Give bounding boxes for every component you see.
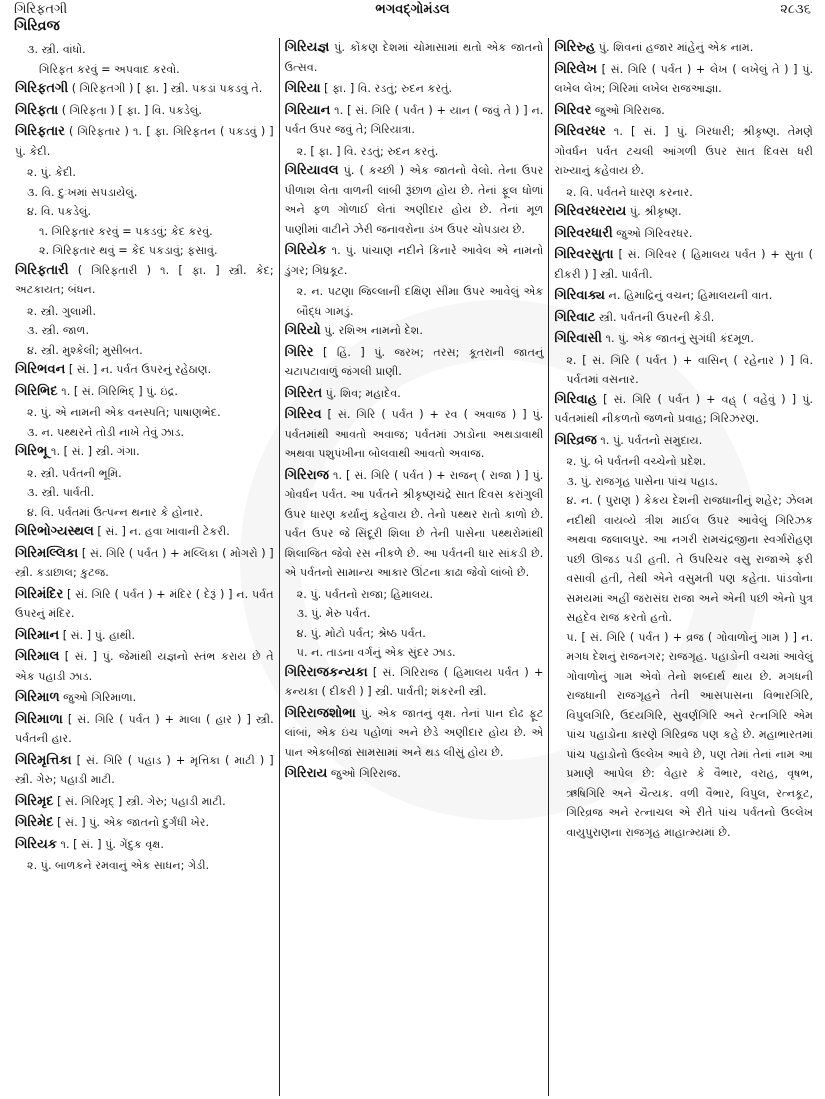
definition: [ સં. ગિરિરાજ ( હિમાલય પર્વત ) + કન્યકા ( દીકરી ) ] સ્ત્રી. પાર્વતી; શંકરની સ્ત્રી. — [284, 665, 544, 698]
definition: પું. શ્રીકૃષ્ણ. — [626, 205, 682, 218]
dictionary-entry — [285, 343, 544, 382]
dictionary-entry — [15, 122, 274, 161]
headword: ગિરિયો — [284, 323, 321, 338]
definition: પું. રશિઅ નામનો દેશ. — [320, 324, 423, 337]
definition: [ સં. ગિરિ ( પર્વત ) + મંદિર ( દેરૂં ) ] ન. પર્વત ઉપરનું મંદિર. — [15, 587, 274, 620]
definition: [ સં. ] પું. હાથી. — [59, 628, 136, 642]
column-right — [548, 38, 818, 1096]
dictionary-entry — [285, 764, 544, 784]
dictionary-entry — [15, 522, 274, 542]
definition: ૧. પું. પર્વતનો સમુદાય. — [596, 433, 703, 447]
headword: ગિરિમાન — [15, 627, 60, 643]
definition: જુઓ ગિરિવરધર. — [612, 226, 693, 240]
headword: ગિરિફતાર — [15, 124, 65, 139]
definition: [ સં. ગિરિમૃદ્ ] સ્ત્રી. ગેરુ; પહાડી માટી. — [53, 794, 226, 808]
sense: ૨. [ સં. ગિરિ ( પર્વત ) + વાસિન્ ( રહેનાર ) ] વિ. પર્વતમાં વસનાર. — [566, 353, 814, 386]
definition: પું. ( કચ્છી ) એક જાતનો વેલો. તેના ઉપર પીળાશ લેતા વાળની લાંબી રૂંછાળ હોય છે. તેનાં ફૂલ ધોળાં અને ફળ ગોળાઈ લેતાં અણીદાર હોય છે. તેનાં મૂળ પાણીમાં વાટીને ઝેરી જનાવરોના ડંખ ઉપર ચોપડાય છે. — [284, 164, 544, 236]
headword: ગિરિરાજશોભા — [284, 705, 356, 721]
dictionary-entry — [15, 261, 274, 300]
headword: ગિરિયેક — [284, 243, 327, 258]
dictionary-entry — [554, 224, 813, 244]
definition: [ ફા. ] વિ. રડતું; રુદન કરતું. — [320, 82, 453, 95]
dictionary-entry — [554, 329, 813, 349]
headword: ગિરિવરધરરાય — [554, 204, 627, 219]
sense: ૪. પું. મોટો પર્વત; શ્રેષ્ઠ પર્વત. — [296, 626, 426, 640]
dictionary-entry — [15, 585, 274, 624]
definition: [ હિં. ] પું. જરખ; તરસ; કૂતરાની જાતનું ચટાપટાવાળું જંગલી પ્રાણી. — [284, 345, 544, 378]
sense: ૨. પું. કેદી. — [27, 166, 76, 179]
definition: પું. કોંકણ દેશમાં ચોમાસામાં થતો એક જાતનો ઉત્સવ. — [284, 41, 544, 74]
dictionary-entry — [15, 710, 274, 749]
dictionary-entry — [554, 431, 813, 451]
definition: ( ગિરિફતગી ) [ ફા. ] સ્ત્રી. પકડાં પકડવું તે. — [68, 82, 263, 95]
sense: ૫. [ સં. ગિરિ ( પર્વત ) + વ્રજ ( ગોવાળોનું ગામ ) ] ન. મગધ દેશનું રાજનગર; રાજગૃહ. પહાડોની વચમાં આવેલું ગોવાળોનું ગામ એવો તેનો શબ્દાર્થ થાય છે. મગધની રાજધાની રાજગૃહને તેની આસપાસના વિભારગિરિ, વિપુલગિરિ, ઉદયગિરિ, સુવર્ણગિરિ અને રત્નગિરિ એમ પાંચ પહાડોના કારણે ગિરિવ્રજ પણ કહે છે. મહાભારતમાં પાંચ પહાડોનો ઉલ્લેખ આવે છે, પણ તેમાં તેનાં નામ આ પ્રમાણે આપેલ છે: વેહાર કે વૈભાર, વરાહ, વૃષભ, ઋષિગિરિ અને ચૈત્યક. વળી વૈભાર, વિપુલ, રત્નકૂટ, ગિરિવ્રજ અને રત્નાચલ એ રીતે પાંચ પર્વતનો ઉલ્લેખ વાયુપુરાણના રાજગૃહ માહાત્મ્યમાં છે. — [566, 630, 814, 839]
definition: પું. શિવનાં હજાર માંહેનું એક નામ. — [595, 41, 754, 54]
dictionary-entry — [554, 101, 813, 121]
dictionary-entry — [285, 38, 544, 77]
definition: ૧. પું. પાંચાણ નદીને કિનારે આવેલ એ નામનો ડુંગર; ગિધ્રકૂટ. — [284, 244, 544, 277]
sense: ૩. સ્ત્રી. જાળ. — [27, 324, 90, 337]
dictionary-entry — [285, 384, 544, 404]
sense: ૨. પું. એ નામની એક વનસ્પતિ; પાષાણભેદ. — [27, 406, 221, 419]
definition: [ સં. ] પું. જેમાંથી યજ્ઞનો સ્તંભ કરાય છે તે એક પહાડી ઝાડ. — [15, 650, 274, 683]
column-left — [10, 38, 279, 1096]
dictionary-entry — [15, 626, 274, 646]
definition: જુઓ ગિરિરાજ. — [327, 767, 401, 780]
dictionary-entry — [285, 663, 544, 702]
headword: ગિરિભવન — [15, 362, 66, 377]
dictionary-entry — [285, 161, 544, 239]
headword: ગિરિફતારી — [15, 262, 69, 278]
definition: સ્ત્રી. પર્વતની ઉપરની કેડી. — [595, 310, 715, 324]
sense: ૩. સ્ત્રી. વાંધો. — [27, 43, 86, 56]
dictionary-entry — [15, 382, 274, 402]
definition: ૧. [ સં. ] પું. ગેંદુક વૃક્ષ. — [56, 837, 164, 851]
dictionary-entry — [15, 79, 274, 99]
dictionary-entry — [285, 79, 544, 99]
definition: પું. એક જાતનું વૃક્ષ. તેનાં પાન દોઢ ફૂટ લાંબાં, એક ઇંચ પહોળાં અને છેડે અણીદાર હોય છે. એ પાન એકબીજાં સામસામાં અને થડ લીસું હોય છે. — [284, 706, 544, 759]
sense: ૨. પું. બાળકને રમવાનું એક સાધન; ગેડી. — [27, 859, 210, 872]
definition: જુઓ ગિરિરાજ. — [591, 103, 665, 117]
headword: ગિરિર — [284, 344, 314, 360]
dictionary-entry — [15, 101, 274, 121]
definition: [ સં. ] પું. એક જાતનો દુર્ગંધી ખેર. — [53, 816, 210, 829]
headword: ગિરિમેદ — [15, 815, 54, 830]
headword: ગિરિરવ — [284, 407, 322, 422]
headword: ગિરિયક — [15, 836, 57, 852]
dictionary-entry — [15, 647, 274, 686]
guide-word-last: ગિરિવ્રજ — [14, 18, 60, 34]
idiom-phrase: ૨. ગિરિફતાર થવું = કેદ પકડાવું; ફસાવું. — [39, 244, 218, 257]
dictionary-entry — [15, 688, 274, 708]
sense: ૩. પું. મેરુ પર્વત. — [296, 607, 371, 620]
sense: ૩. વિ. દુઃખમાં સપડાયેલું. — [27, 185, 138, 199]
definition: [ સં. ] ન. હવા ખાવાની ટેકરી. — [93, 525, 230, 538]
headword: ગિરિભિદ — [15, 383, 58, 399]
headword: ગિરિરુહ — [554, 40, 596, 55]
definition: [ સં. ગિરિવર ( હિમાલય પર્વત ) + સુતા ( દીકરી ) ] સ્ત્રી. પાર્વતી. — [554, 248, 814, 281]
definition: ૧. [ સં. ગિરિભિદ્ ] પું. ઇંદ્ર. — [57, 384, 178, 398]
headword: ગિરિવાક્ય — [554, 288, 605, 303]
dictionary-entry — [285, 704, 544, 763]
sense: ૪. ન. ( પુરાણ ) કેકય દેશની રાજધાનીનું શહેર; ઝેલમ નદીથી વાયવ્યે ત્રીશ માઈલ ઉપર આવેલું ગિરિઝક અથવા જલાલપુર. આ નગરી રામચંદ્રજીના સ્વર્ગારોહણ પછી ઊજડ પડી હતી. તે ઉપરિચર વસુ રાજાએ ફરી વસાવી હતી, તેથી એને વસુમતી પણ કહેતા. પાંડવોના સમયમાં અહીં જરાસંઘ રાજા અને એની પછી એનો પુત્ર સહદેવ રાજ કરતો હતો. — [566, 494, 814, 624]
sense: ૨. સ્ત્રી. પર્વતની ભૂમિ. — [27, 466, 122, 480]
headword: ગિરિયજ્ઞ — [284, 40, 330, 55]
definition: [ સં. ] ન. પર્વત ઉપરનું રહેઠાણ. — [65, 363, 212, 376]
dictionary-entry — [285, 101, 544, 140]
definition: ( ગિરિફતારી ) ૧. [ ફા. ] સ્ત્રી. કેદ; અટકાયત; બંધન. — [15, 263, 274, 296]
headword: ગિરિમૃદ — [15, 793, 54, 809]
dictionary-entry — [554, 245, 813, 284]
dictionary-entry — [554, 60, 813, 99]
headword: ગિરિફતગી — [15, 81, 69, 96]
definition: [ સં. ગિરિ ( પર્વત ) + લેખ ( લખેલું તે ) ] પું. લખેલ લેખ; ગિરિમાં લખેલ રાજઆજ્ઞા. — [554, 62, 814, 95]
headword: ગિરિરાજકન્યકા — [284, 664, 368, 680]
headword: ગિરિયાન — [284, 102, 331, 118]
page-number: ૨૮૩૬ — [780, 2, 811, 17]
definition: ૧. [ સં. ગિરિ ( પર્વત ) + યાન ( જવું તે ) ] ન. પર્વત ઉપર જવું તે; ગિરિયાત્રા. — [284, 103, 544, 136]
headword: ગિરિફતા — [15, 102, 59, 118]
dictionary-entry — [15, 751, 274, 790]
idiom-phrase: ગિરિફત કરવું = અપવાદ કરવો. — [39, 62, 180, 76]
text-columns — [10, 38, 818, 1096]
sense: ૩. ન. પથ્થરને તોડી નાખે તેવું ઝાડ. — [27, 425, 185, 439]
headword: ગિરિવરધર — [554, 124, 606, 139]
sense: ૪. સ્ત્રી. મુશ્કેલી; મુસીબત. — [27, 343, 143, 357]
page-header — [0, 2, 825, 38]
sense: ૪. વિ. પકડેલું. — [27, 205, 91, 218]
dictionary-entry — [15, 792, 274, 812]
dictionary-entry — [15, 442, 274, 462]
idiom-phrase: ૧. ગિરિફતાર કરવું = પકડવું; કેદ કરવું. — [39, 224, 213, 238]
headword: ગિરિભૂ — [15, 444, 48, 459]
headword: ગિરિરાય — [284, 766, 328, 781]
definition: ૧. [ સં. ગિરિ ( પર્વત ) + રાજન્ ( રાજા ) ] પું. ગોવર્ધન પર્વત. આ પર્વતને શ્રીકૃષ્ણચંદ્રે સાત દિવસ કરાંગુલી ઉપર ધારણ કર્યાનું કહેવાય છે. તેનો પથ્થર રાતો કાળો છે. પર્વત ઉપર જે સિંદૂરી શિલા છે તેની પાસેના પથ્થરોમાંથી શિલાજિત જેવો રસ નીકળે છે. આ પર્વતની ધાર સાંકડી છે. એ પર્વતનો સામાન્ય આકાર ઊંટના કાઢા જેવો લાંબો છે. — [284, 468, 544, 579]
headword: ગિરિલેખ — [554, 61, 597, 77]
definition: ( ગિરિફતાર ) ૧. [ ફા. ગિરિફતન ( પકડવું ) ] પું. કેદી. — [15, 125, 274, 158]
definition: [ સં. ગિરિ ( પર્વત ) + વહ્ ( વહેવું ) ] પું. પર્વતમાંથી નીકળતો જળનો પ્રવાહ; ગિરિઝરણ. — [554, 392, 814, 425]
headword: ગિરિમાલ — [15, 649, 60, 664]
headword: ગિરિવાસી — [554, 331, 602, 346]
definition: [ સં. ગિરિ ( પર્વત ) + રવ ( અવાજ ) ] પું. પર્વતમાંથી આવતો અવાજ; પર્વતમાં ઝાડોના અથડાવાથી અથવા પશુપંખીના બોલવાથી આવતો અવાજ. — [284, 408, 544, 460]
definition: [ સં. ગિરિ ( પર્વત ) + મલ્લિકા ( મોગરો ) ] સ્ત્રી. કડાછાલ; કુટજ. — [15, 546, 274, 579]
sense: ૩. પું. રાજગૃહ પાસેના પાંચ પહાડ. — [566, 474, 718, 488]
definition: ( ગિરિફતા ) [ ફા. ] વિ. પકડેલું. — [58, 103, 202, 117]
sense: ૨. વિ. પર્વતને ધારણ કરનાર. — [566, 185, 693, 199]
sense: ૨. પું. પર્વતનો રાજા; હિમાલય. — [296, 587, 434, 601]
guide-word-first: ગિરિફતગી — [14, 2, 68, 17]
headword: ગિરિભોગ્યસ્થલ — [15, 524, 94, 539]
definition: ન. હિમાદ્રિનું વચન; હિમાલયની વાત. — [605, 289, 773, 302]
headword: ગિરિવર — [554, 102, 592, 118]
headword: ગિરિયાવલ — [284, 163, 339, 178]
column-middle — [279, 38, 549, 1096]
headword: ગિરિમાળ — [15, 690, 60, 705]
headword: ગિરિવાટ — [554, 309, 596, 325]
dictionary-entry — [15, 544, 274, 583]
headword: ગિરિવ્રજ — [554, 432, 597, 448]
headword: ગિરિરત — [284, 385, 323, 401]
sense: ૫. ન. તાડના વર્ગનું એક સુંદર ઝાડ. — [296, 646, 456, 659]
dictionary-entry — [285, 405, 544, 464]
sense: ૨. ન. પટણા જિલ્લાની દક્ષિણ સીમા ઉપર આવેલું એક બૌદ્ધ ગામડું. — [296, 285, 544, 318]
definition: [ સં. ગિરિ ( પર્વત ) + માલા ( હાર ) ] સ્ત્રી. પર્વતની હાર. — [15, 712, 274, 745]
headword: ગિરિયા — [284, 81, 321, 96]
dictionary-entry — [554, 38, 813, 58]
dictionary-entry — [554, 202, 813, 222]
dictionary-entry — [15, 360, 274, 380]
definition: પું. શિવ; મહાદેવ. — [322, 386, 401, 400]
definition: [ સં. ગિરિ ( પહાડ ) + મૃત્તિકા ( માટી ) ] સ્ત્રી. ગેરુ; પહાડી માટી. — [15, 753, 274, 786]
sense: ૨. સ્ત્રી. ગુલામી. — [27, 304, 97, 318]
definition: જુઓ ગિરિમાળા. — [59, 691, 137, 704]
dictionary-entry — [554, 390, 813, 429]
headword: ગિરિવરધારી — [554, 225, 613, 241]
sense: ૪. વિ. પર્વતમાં ઉત્પન્ન થનાર કે હોનાર. — [27, 505, 204, 519]
dictionary-entry — [285, 466, 544, 583]
dictionary-title: ભગવદ્ગોમંડલ — [375, 2, 450, 17]
headword: ગિરિમલ્લિકા — [15, 545, 79, 561]
headword: ગિરિરાજ — [284, 467, 329, 483]
definition: ૧. [ સં. ] પું. ગિરધારી; શ્રીકૃષ્ણ. તેમણે ગોવર્ધન પર્વત ટચલી આંગળી ઉપર સાત દિવસ ધરી રાખ્યાનું કહેવાય છે. — [554, 125, 814, 177]
definition: ૧. [ સં. ] સ્ત્રી. ગંગા. — [47, 445, 140, 458]
headword: ગિરિવાહ — [554, 391, 597, 407]
dictionary-entry — [285, 241, 544, 280]
definition: ૧. પું. એક જાતનું સુગંધી કંદમૂળ. — [601, 332, 754, 345]
dictionary-entry — [554, 122, 813, 181]
dictionary-entry — [554, 308, 813, 328]
sense: ૩. સ્ત્રી. પાર્વતી. — [27, 486, 95, 499]
headword: ગિરિવરસુતા — [554, 247, 614, 262]
sense: ૨. [ ફા. ] વિ. રડતું; રુદન કરતું. — [296, 144, 439, 158]
headword: ગિરિમંદિર — [15, 586, 64, 602]
dictionary-entry — [285, 321, 544, 341]
headword: ગિરિમાળા — [15, 711, 63, 727]
headword: ગિરિમૃત્તિકા — [15, 752, 72, 768]
dictionary-entry — [15, 835, 274, 855]
dictionary-entry — [554, 286, 813, 306]
sense: ૨. પું. બે પર્વતની વચ્ચેનો પ્રદેશ. — [566, 455, 706, 468]
dictionary-entry — [15, 813, 274, 833]
